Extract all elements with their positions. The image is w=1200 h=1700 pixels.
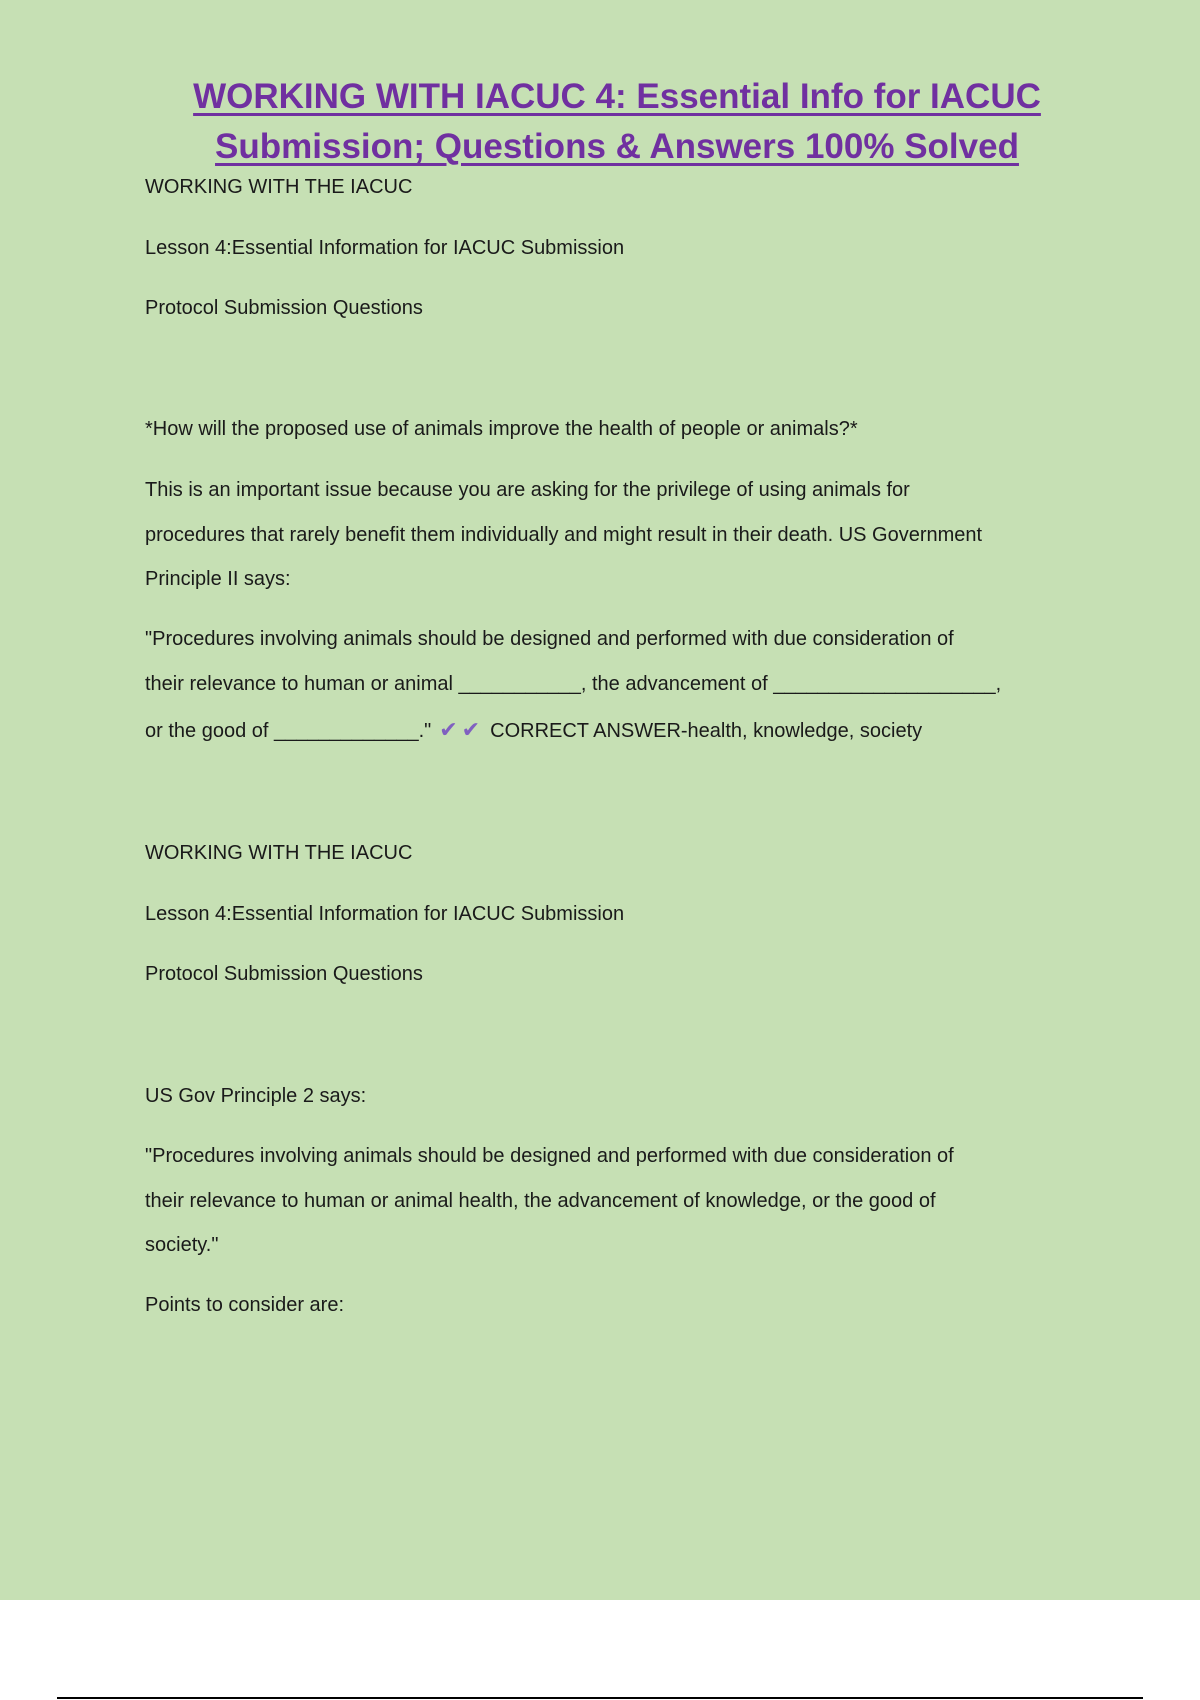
- section1-paragraph-line-3: Principle II says:: [145, 568, 291, 590]
- section1-question: *How will the proposed use of animals improve the health of people or animals?*: [145, 418, 858, 440]
- section2-topic: Protocol Submission Questions: [145, 963, 423, 985]
- section2-points-to-consider: Points to consider are:: [145, 1294, 344, 1316]
- section1-quote-line-3: or the good of _____________.": [145, 720, 432, 742]
- section1-lesson: Lesson 4:Essential Information for IACUC Submission: [145, 237, 625, 259]
- section2-quote-line-3: society.": [145, 1234, 219, 1256]
- section1-paragraph-line-2: procedures that rarely benefit them individually and might result in their death. US Government: [145, 524, 983, 546]
- section1-quote-line-2: their relevance to human or animal ___________, the advancement of ____________________,: [145, 673, 1002, 695]
- footer-divider: [57, 1697, 1143, 1699]
- section2-principle: US Gov Principle 2 says:: [145, 1085, 367, 1107]
- section2-lesson: Lesson 4:Essential Information for IACUC Submission: [145, 903, 625, 925]
- section1-quote-line-3-row: [145, 717, 922, 744]
- section1-topic: Protocol Submission Questions: [145, 297, 423, 319]
- section2-quote-line-1: "Procedures involving animals should be designed and performed with due consideration of: [145, 1145, 954, 1167]
- section1-course: WORKING WITH THE IACUC: [145, 176, 413, 198]
- section1-quote-line-1: "Procedures involving animals should be designed and performed with due consideration of: [145, 628, 954, 650]
- section2-course: WORKING WITH THE IACUC: [145, 842, 413, 864]
- section1-correct-answer: CORRECT ANSWER-health, knowledge, society: [490, 720, 923, 742]
- document-title-line-1: WORKING WITH IACUC 4: Essential Info for IACUC: [193, 77, 1041, 116]
- section1-paragraph-line-1: This is an important issue because you are asking for the privilege of using animals for: [145, 479, 910, 501]
- document-title-line-2: Submission; Questions & Answers 100% Solved: [215, 127, 1019, 166]
- section2-quote-line-2: their relevance to human or animal health, the advancement of knowledge, or the good of: [145, 1190, 936, 1212]
- double-check-icon: ✔✔: [439, 717, 485, 742]
